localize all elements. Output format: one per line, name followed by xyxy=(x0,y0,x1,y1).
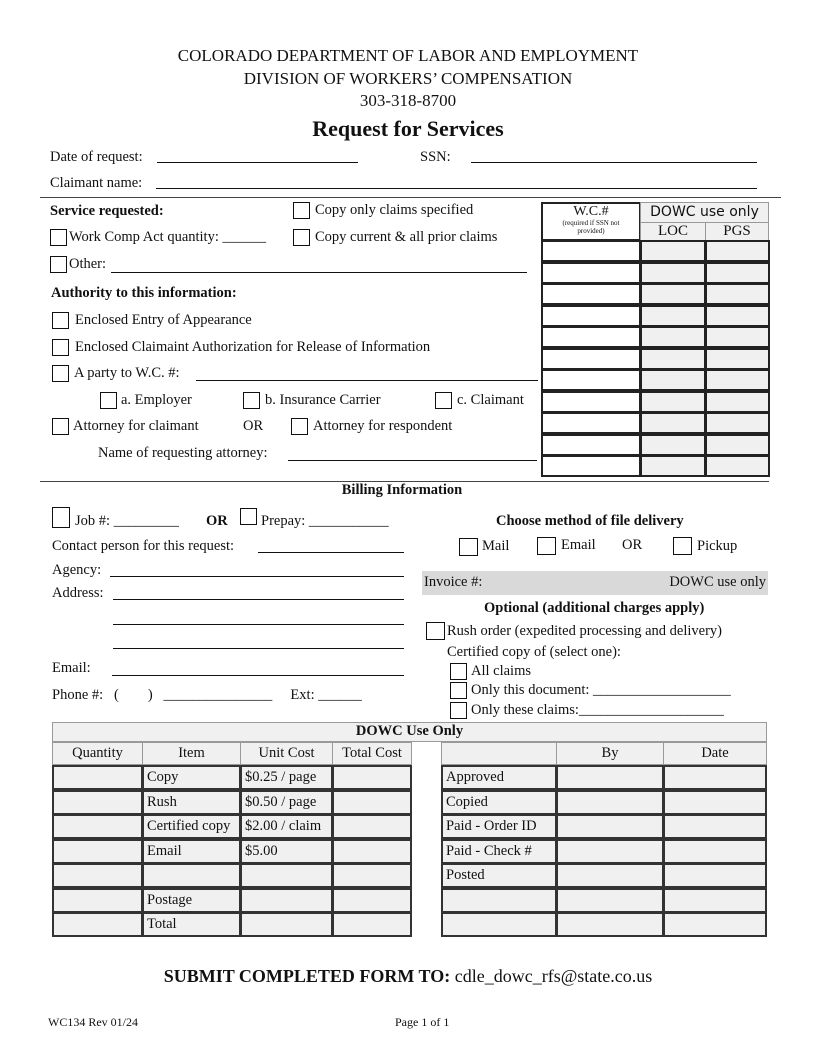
page-title: Request for Services xyxy=(312,116,504,141)
wc-number-cell[interactable] xyxy=(541,391,641,413)
date-cell xyxy=(663,790,767,815)
all-claims-label: All claims xyxy=(471,663,532,679)
wc-number-cell[interactable] xyxy=(541,455,641,477)
wc-number-cell[interactable] xyxy=(541,348,641,370)
status-label-cell: Approved xyxy=(441,765,557,790)
contact-field[interactable] xyxy=(258,552,404,553)
phone-number: 303-318-8700 xyxy=(359,91,457,110)
claimant-field[interactable] xyxy=(156,188,757,189)
unit-cost-cell: $0.25 / page xyxy=(240,765,333,790)
copy-current-label: Copy current & all prior claims xyxy=(315,229,498,245)
wc-header xyxy=(541,202,641,241)
wc-header-label: W.C.# xyxy=(573,204,609,219)
item-cell: Postage xyxy=(142,888,241,913)
other-checkbox[interactable] xyxy=(50,256,67,273)
loc-header: LOC xyxy=(640,222,706,241)
pgs-cell xyxy=(705,391,770,413)
submit-email[interactable]: cdle_dowc_rfs@state.co.us xyxy=(454,966,653,986)
item-cell xyxy=(142,863,241,888)
phone-label[interactable]: Phone #: ( ) _______________ Ext: ______ xyxy=(52,687,362,703)
wc-number-cell[interactable] xyxy=(541,240,641,262)
total-cost-cell[interactable] xyxy=(332,912,412,937)
by-cell xyxy=(556,888,664,913)
form-id: WC134 Rev 01/24 xyxy=(48,1015,138,1029)
unit-cost-cell xyxy=(240,863,333,888)
loc-cell xyxy=(640,283,706,305)
status-label-cell xyxy=(441,888,557,913)
party-checkbox[interactable] xyxy=(52,365,69,382)
release-checkbox[interactable] xyxy=(52,339,69,356)
prepay-label: Prepay: ___________ xyxy=(261,513,389,529)
loc-cell xyxy=(640,412,706,434)
claimant-checkbox[interactable] xyxy=(435,392,452,409)
unit-cost-cell xyxy=(240,912,333,937)
page-number: Page 1 of 1 xyxy=(395,1015,450,1029)
mail-checkbox[interactable] xyxy=(459,538,478,556)
by-cell xyxy=(556,814,664,839)
party-label: A party to W.C. #: xyxy=(74,365,180,381)
date-label: Date of request: xyxy=(50,149,143,165)
loc-cell xyxy=(640,391,706,413)
work-comp-checkbox[interactable] xyxy=(50,229,67,246)
pickup-label: Pickup xyxy=(697,538,738,554)
date-header: Date xyxy=(663,742,767,765)
pgs-cell xyxy=(705,305,770,327)
status-label-cell: Posted xyxy=(441,863,557,888)
carrier-checkbox[interactable] xyxy=(243,392,260,409)
delivery-or: OR xyxy=(622,537,643,553)
only-claims-label: Only these claims:____________________ xyxy=(471,702,724,718)
email-delivery-label: Email xyxy=(561,537,596,553)
authority-heading: Authority to this information: xyxy=(51,285,237,301)
quantity-cell[interactable] xyxy=(52,765,143,790)
dowc-table-title: DOWC Use Only xyxy=(52,722,767,742)
copy-current-checkbox[interactable] xyxy=(293,229,310,246)
loc-cell xyxy=(640,369,706,391)
atty-name-field[interactable] xyxy=(288,460,537,461)
wc-header-note: (required if SSN not provided) xyxy=(562,219,620,235)
address-field-3[interactable] xyxy=(113,648,404,649)
invoice-label: Invoice #: xyxy=(424,574,483,590)
pgs-cell xyxy=(705,348,770,370)
claimant-option-label: c. Claimant xyxy=(457,392,524,408)
divider xyxy=(40,197,781,198)
pgs-cell xyxy=(705,326,770,348)
entry-label: Enclosed Entry of Appearance xyxy=(75,312,252,328)
other-field[interactable] xyxy=(111,272,527,273)
address-field-2[interactable] xyxy=(113,624,404,625)
atty-respondent-checkbox[interactable] xyxy=(291,418,308,435)
employer-label: a. Employer xyxy=(121,392,192,408)
unit-cost-cell xyxy=(240,888,333,913)
billing-heading: Billing Information xyxy=(341,482,463,498)
invoice-note: DOWC use only xyxy=(669,574,766,590)
contact-label: Contact person for this request: xyxy=(52,538,235,554)
email-label: Email: xyxy=(52,660,91,676)
wc-number-cell[interactable] xyxy=(541,262,641,284)
item-header: Item xyxy=(142,742,241,765)
loc-cell xyxy=(640,326,706,348)
quantity-cell[interactable] xyxy=(52,912,143,937)
date-cell xyxy=(663,863,767,888)
claimant-label: Claimant name: xyxy=(50,175,143,191)
status-label-cell: Paid - Order ID xyxy=(441,814,557,839)
unit-cost-cell: $2.00 / claim xyxy=(240,814,333,839)
job-label: Job #: _________ xyxy=(75,513,179,529)
loc-cell xyxy=(640,455,706,477)
pgs-cell xyxy=(705,369,770,391)
item-cell: Email xyxy=(142,839,241,864)
total-cost-header: Total Cost xyxy=(332,742,412,765)
pgs-cell xyxy=(705,412,770,434)
dowc-use-only-header: DOWC use only xyxy=(640,202,769,223)
pgs-header: PGS xyxy=(705,222,769,241)
pgs-cell xyxy=(705,240,770,262)
service-heading: Service requested: xyxy=(50,203,164,219)
wc-number-cell[interactable] xyxy=(541,326,641,348)
total-cost-cell[interactable] xyxy=(332,814,412,839)
status-label-cell: Copied xyxy=(441,790,557,815)
mail-label: Mail xyxy=(482,538,510,554)
total-cost-cell[interactable] xyxy=(332,765,412,790)
pgs-cell xyxy=(705,434,770,456)
by-header: By xyxy=(556,742,664,765)
ssn-field[interactable] xyxy=(471,162,757,163)
ssn-label: SSN: xyxy=(420,149,451,165)
date-cell xyxy=(663,839,767,864)
total-cost-cell[interactable] xyxy=(332,839,412,864)
pgs-cell xyxy=(705,262,770,284)
rush-checkbox[interactable] xyxy=(426,622,445,640)
by-cell xyxy=(556,912,664,937)
invoice-bar xyxy=(422,571,768,595)
by-cell xyxy=(556,839,664,864)
copy-only-label: Copy only claims specified xyxy=(315,202,474,218)
atty-respondent-label: Attorney for respondent xyxy=(313,418,453,434)
other-label: Other: xyxy=(69,256,107,272)
quantity-cell[interactable] xyxy=(52,790,143,815)
quantity-header: Quantity xyxy=(52,742,143,765)
atty-name-label: Name of requesting attorney: xyxy=(98,445,268,461)
submit-line xyxy=(0,966,816,987)
loc-cell xyxy=(640,262,706,284)
total-cost-cell[interactable] xyxy=(332,863,412,888)
quantity-cell[interactable] xyxy=(52,888,143,913)
total-cost-cell[interactable] xyxy=(332,790,412,815)
item-cell: Copy xyxy=(142,765,241,790)
copy-only-checkbox[interactable] xyxy=(293,202,310,219)
by-cell xyxy=(556,765,664,790)
wc-number-cell[interactable] xyxy=(541,412,641,434)
status-header xyxy=(441,742,557,765)
date-cell xyxy=(663,765,767,790)
agency-label: Agency: xyxy=(52,562,102,578)
entry-checkbox[interactable] xyxy=(52,312,69,329)
address-field-1[interactable] xyxy=(113,599,404,600)
work-comp-label: Work Comp Act quantity: ______ xyxy=(69,229,266,245)
atty-claimant-label: Attorney for claimant xyxy=(73,418,199,434)
status-label-cell xyxy=(441,912,557,937)
date-cell xyxy=(663,888,767,913)
certified-label: Certified copy of (select one): xyxy=(447,644,621,660)
department-name: COLORADO DEPARTMENT OF LABOR AND EMPLOYMENT xyxy=(177,46,639,65)
loc-cell xyxy=(640,434,706,456)
only-claims-checkbox[interactable] xyxy=(450,702,467,719)
or-text: OR xyxy=(243,418,264,434)
email-field[interactable] xyxy=(112,675,404,676)
atty-claimant-checkbox[interactable] xyxy=(52,418,69,435)
date-cell xyxy=(663,912,767,937)
loc-cell xyxy=(640,305,706,327)
address-label: Address: xyxy=(52,585,104,601)
optional-heading: Optional (additional charges apply) xyxy=(484,600,705,616)
unit-cost-header: Unit Cost xyxy=(240,742,333,765)
date-field[interactable] xyxy=(157,162,358,163)
billing-or: OR xyxy=(206,513,228,529)
unit-cost-cell: $0.50 / page xyxy=(240,790,333,815)
release-label: Enclosed Claimaint Authorization for Release of Information xyxy=(75,339,431,355)
wc-number-cell[interactable] xyxy=(541,305,641,327)
party-wc-field[interactable] xyxy=(196,380,538,381)
quantity-cell[interactable] xyxy=(52,839,143,864)
by-cell xyxy=(556,790,664,815)
agency-field[interactable] xyxy=(110,576,404,577)
email-delivery-checkbox[interactable] xyxy=(537,537,556,555)
item-cell: Rush xyxy=(142,790,241,815)
carrier-label: b. Insurance Carrier xyxy=(265,392,381,408)
status-label-cell: Paid - Check # xyxy=(441,839,557,864)
item-cell: Total xyxy=(142,912,241,937)
delivery-heading: Choose method of file delivery xyxy=(496,513,684,529)
pgs-cell xyxy=(705,283,770,305)
wc-number-cell[interactable] xyxy=(541,283,641,305)
wc-number-cell[interactable] xyxy=(541,434,641,456)
loc-cell xyxy=(640,240,706,262)
submit-label: SUBMIT COMPLETED FORM TO: xyxy=(163,966,451,986)
prepay-checkbox[interactable] xyxy=(240,508,257,525)
pgs-cell xyxy=(705,455,770,477)
item-cell: Certified copy xyxy=(142,814,241,839)
division-name: DIVISION OF WORKERS’ COMPENSATION xyxy=(243,69,573,88)
rush-label: Rush order (expedited processing and delivery) xyxy=(447,623,723,639)
total-cost-cell[interactable] xyxy=(332,888,412,913)
quantity-cell[interactable] xyxy=(52,814,143,839)
date-cell xyxy=(663,814,767,839)
loc-cell xyxy=(640,348,706,370)
quantity-cell[interactable] xyxy=(52,863,143,888)
pickup-checkbox[interactable] xyxy=(673,537,692,555)
only-doc-label: Only this document: ___________________ xyxy=(471,682,731,698)
unit-cost-cell: $5.00 xyxy=(240,839,333,864)
employer-checkbox[interactable] xyxy=(100,392,117,409)
wc-number-cell[interactable] xyxy=(541,369,641,391)
by-cell xyxy=(556,863,664,888)
only-doc-checkbox[interactable] xyxy=(450,682,467,699)
all-claims-checkbox[interactable] xyxy=(450,663,467,680)
job-checkbox[interactable] xyxy=(52,507,70,528)
